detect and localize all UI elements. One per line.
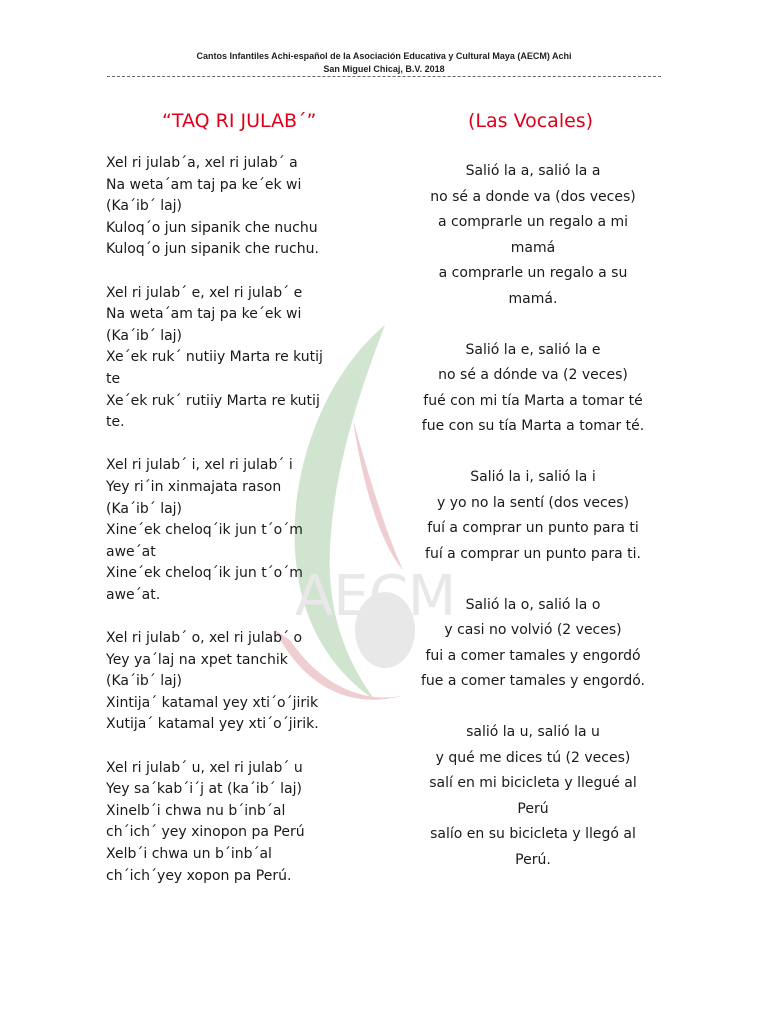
left-song-title: “TAQ RI JULAB´” <box>162 110 317 132</box>
watermark-text: AECM <box>295 564 457 629</box>
lyric-line: awe´at. <box>106 586 161 603</box>
lyric-line: Xine´ek cheloq´ik jun t´o´m <box>106 565 303 582</box>
lyric-line: (Ka´ib´ laj) <box>106 673 183 690</box>
lyric-line: (Ka´ib´ laj) <box>106 327 183 344</box>
lyric-line: Perú <box>517 800 549 817</box>
lyric-line: fuí a comprar un punto para ti. <box>425 545 641 562</box>
lyric-line: Salió la a, salió la a <box>465 163 601 179</box>
lyric-line: Na weta´am taj pa ke´ek wi <box>106 176 302 193</box>
lyric-line: Xutija´ katamal yey xti´o´jirik. <box>106 716 319 733</box>
right-lyrics-column <box>402 159 664 899</box>
lyric-line: (Ka´ib´ laj) <box>106 500 183 517</box>
lyric-line: salío en su bicicleta y llegó al <box>430 826 636 842</box>
lyric-line: Xel ri julab´a, xel ri julab´ a <box>106 155 298 171</box>
lyric-line: fue a comer tamales y engordó. <box>421 673 645 689</box>
lyric-line: y qué me dices tú (2 veces) <box>435 749 631 766</box>
lyric-line: fui a comer tamales y engordó <box>425 647 641 664</box>
lyric-line: Xel ri julab´ i, xel ri julab´ i <box>106 457 293 474</box>
lyric-line: Salió la i, salió la i <box>470 469 596 485</box>
lyric-line: Salió la o, salió la o <box>465 596 601 613</box>
left-stanza <box>106 758 368 888</box>
right-stanza <box>402 338 664 440</box>
lyric-line: a comprarle un regalo a su <box>438 265 628 281</box>
lyric-line: Xel ri julab´ u, xel ri julab´ u <box>106 759 303 776</box>
lyric-line: a comprarle un regalo a mi <box>437 214 629 230</box>
right-stanza <box>402 465 664 567</box>
lyric-line: Xel ri julab´ o, xel ri julab´ o <box>106 630 303 647</box>
left-stanza <box>106 628 368 736</box>
lyric-line: no sé a dónde va (2 veces) <box>438 367 628 383</box>
lyric-line: y casi no volvió (2 veces) <box>444 622 622 638</box>
lyric-line: Xe´ek ruk´ nutiiy Marta re kutij <box>106 349 323 366</box>
lyric-line: fue con su tía Marta a tomar té. <box>421 418 645 434</box>
lyric-line: te. <box>106 414 125 431</box>
lyric-line: Perú. <box>515 851 551 868</box>
lyric-line: Yey sa´kab´i´j at (ka´ib´ laj) <box>106 781 302 798</box>
left-stanza <box>106 455 368 606</box>
left-stanza <box>106 153 368 261</box>
right-stanza <box>402 159 664 312</box>
lyric-line: te <box>106 370 121 387</box>
lyric-line: Kuloq´o jun sipanik che ruchu. <box>106 241 319 258</box>
lyric-line: salió la u, salió la u <box>466 724 600 740</box>
lyric-line: mamá <box>510 239 556 256</box>
lyric-line: (Ka´ib´ laj) <box>106 198 183 215</box>
lyric-line: fué con mi tía Marta a tomar té <box>423 392 643 409</box>
right-song-title: (Las Vocales) <box>468 110 594 132</box>
lyric-line: Xel ri julab´ e, xel ri julab´ e <box>106 284 303 301</box>
lyric-line: Na weta´am taj pa ke´ek wi <box>106 306 302 323</box>
header-line-2: San Miguel Chicaj, B.V. 2018 <box>323 64 445 74</box>
lyric-line: Xine´ek cheloq´ik jun t´o´m <box>106 522 303 539</box>
lyric-line: Xe´ek ruk´ rutiiy Marta re kutij <box>106 392 320 409</box>
lyric-line: ch´ich´yey xopon pa Perú. <box>106 867 292 884</box>
header-divider <box>107 76 661 77</box>
right-stanza <box>402 593 664 695</box>
lyric-line: fuí a comprar un punto para ti <box>427 520 639 536</box>
header-line-1: Cantos Infantiles Achi-español de la Asociación Educativa y Cultural Maya (AECM) Achi <box>196 51 572 61</box>
lyric-line: awe´at <box>106 543 156 560</box>
right-stanza <box>402 720 664 873</box>
lyric-line: mamá. <box>508 290 558 307</box>
lyric-line: Kuloq´o jun sipanik che nuchu <box>106 219 318 236</box>
lyric-line: y yo no la sentí (dos veces) <box>436 494 630 511</box>
lyric-line: Yey ri´in xinmajata rason <box>106 478 282 495</box>
lyric-line: Salió la e, salió la e <box>465 341 601 358</box>
lyric-line: Yey ya´laj na xpet tanchik <box>106 651 288 668</box>
left-stanza <box>106 283 368 434</box>
lyric-line: Xintija´ katamal yey xti´o´jirik <box>106 694 319 711</box>
lyric-line: salí en mi bicicleta y llegué al <box>429 775 637 791</box>
lyric-line: Xinelb´i chwa nu b´inb´al <box>106 802 286 819</box>
document-header <box>0 50 768 76</box>
left-lyrics-column <box>106 153 368 909</box>
lyric-line: ch´ich´ yey xinopon pa Perú <box>106 824 305 841</box>
lyric-line: Xelb´i chwa un b´inb´al <box>106 846 272 862</box>
lyric-line: no sé a donde va (dos veces) <box>430 188 636 205</box>
